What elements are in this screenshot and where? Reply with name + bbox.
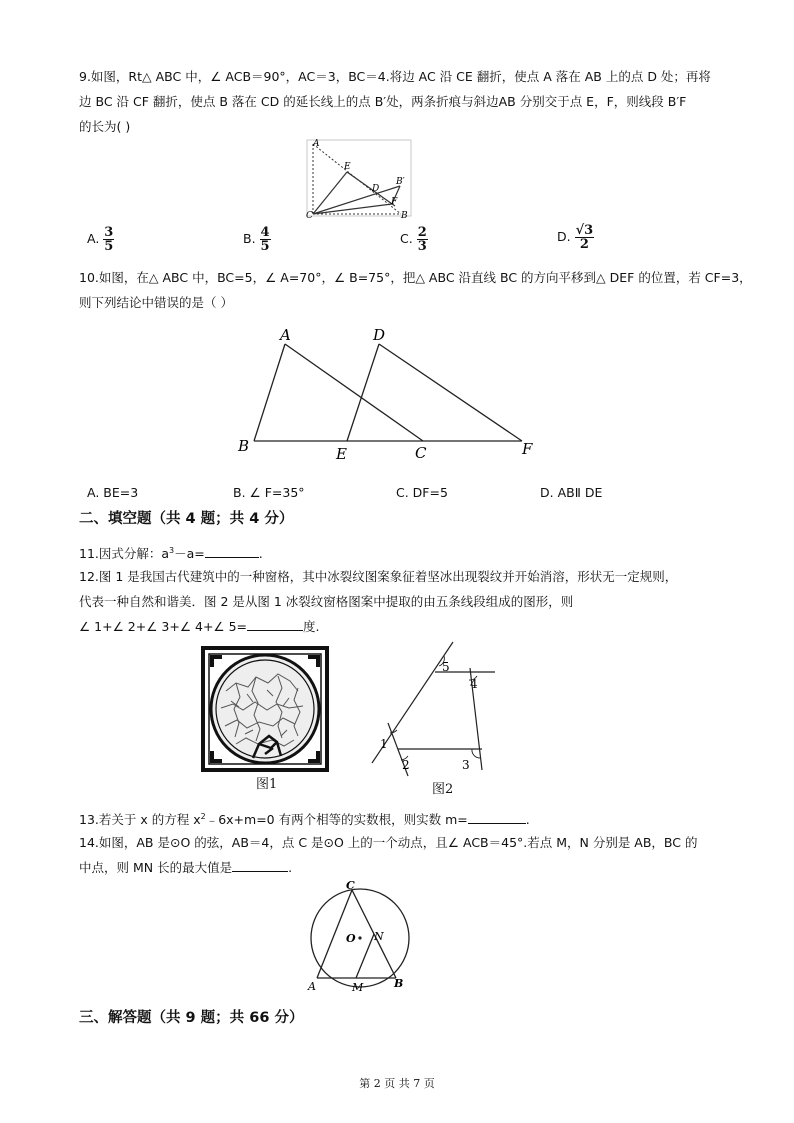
q9-option-b[interactable] xyxy=(243,226,271,253)
q9-line3: 的长为( ) xyxy=(79,119,131,134)
q12-line3 xyxy=(79,614,719,639)
fraction: $\frac{3}{5}$ xyxy=(104,225,114,254)
q13 xyxy=(79,804,719,832)
label-a: A xyxy=(313,139,320,149)
section-solution-heading: 三、解答题（共 9 题；共 66 分） xyxy=(79,1010,304,1026)
q12-fig2-five-segments xyxy=(360,638,500,778)
fig2-caption: 图2 xyxy=(432,782,454,797)
label-n: N xyxy=(374,930,384,943)
page-footer: 第 2 页 共 7 页 xyxy=(359,1077,435,1090)
angle-2-label: 2 xyxy=(402,758,410,772)
q14-circle-figure xyxy=(300,880,420,1000)
label-c: C xyxy=(346,879,355,892)
fraction: $\frac{√3}{2}$ xyxy=(575,223,594,252)
label-e: E xyxy=(344,162,351,172)
q9-option-c[interactable] xyxy=(400,226,428,253)
q10-option-a[interactable]: A. BE=3 xyxy=(87,485,139,500)
answer-blank[interactable] xyxy=(205,544,259,558)
label-b-prime: B′ xyxy=(396,177,405,187)
q10-option-c[interactable]: C. DF=5 xyxy=(396,485,448,500)
label-d: D xyxy=(373,326,386,344)
q14-end: . xyxy=(288,860,293,875)
option-letter: C. xyxy=(400,231,413,246)
q11-suffix: －a= xyxy=(174,546,205,562)
q14-line1: 14.如图，AB 是⊙O 的弦，AB＝4，点 C 是⊙O 上的一个动点，且∠ ACB＝45°.若点 M，N 分别是 AB，BC 的 xyxy=(79,835,698,850)
fraction: $\frac{2}{3}$ xyxy=(417,225,427,254)
q9-option-d[interactable] xyxy=(557,224,594,251)
label-e: E xyxy=(336,445,347,463)
label-m: M xyxy=(352,981,364,994)
label-f: F xyxy=(522,440,533,458)
angle-1-label: 1 xyxy=(380,737,388,751)
q9-line1: 9.如图，Rt△ ABC 中，∠ ACB＝90°，AC＝3，BC＝4.将边 AC 沿 CE 翻折，使点 A 落在 AB 上的点 D 处；再将 xyxy=(79,69,711,84)
q12-expression: ∠ 1+∠ 2+∠ 3+∠ 4+∠ 5= xyxy=(79,619,248,634)
angle-4-label: 4 xyxy=(470,677,478,691)
q12-line1: 12.图 1 是我国古代建筑中的一种窗格，其中冰裂纹图案象征着坚冰出现裂纹并开始消溶，形状无一定规则， xyxy=(79,569,678,584)
label-f: F xyxy=(391,197,398,207)
q9-line2: 边 BC 沿 CF 翻折，使点 B 落在 CD 的延长线上的点 B′处，两条折痕与斜边AB 分别交于点 E，F，则线段 B′F xyxy=(79,94,687,109)
option-letter: B. xyxy=(243,231,256,246)
q11-end: . xyxy=(258,546,263,562)
label-o: O xyxy=(346,932,356,945)
option-letter: A. xyxy=(87,231,100,246)
fig1-caption: 图1 xyxy=(256,777,278,792)
label-c: C xyxy=(306,211,313,221)
exponent: 3 xyxy=(169,546,175,555)
label-b: B xyxy=(401,211,408,221)
section-fill-in-blank-heading: 二、填空题（共 4 题；共 4 分） xyxy=(79,511,294,527)
angle-3-label: 3 xyxy=(462,758,470,772)
q10-line1: 10.如图，在△ ABC 中，BC=5，∠ A=70°，∠ B=75°，把△ ABC 沿直线 BC 的方向平移到△ DEF 的位置，若 CF=3， xyxy=(79,270,752,285)
label-d: D xyxy=(372,184,380,194)
label-c: C xyxy=(415,444,427,462)
q14-text: 中点，则 MN 长的最大值是 xyxy=(79,860,233,875)
q10-option-b[interactable]: B. ∠ F=35° xyxy=(233,485,305,500)
q10-option-d[interactable]: D. ABⅡ DE xyxy=(540,485,603,500)
q10-figure xyxy=(230,322,550,464)
q12-unit: 度. xyxy=(303,619,320,634)
q11 xyxy=(79,538,719,566)
label-b: B xyxy=(238,437,250,455)
answer-blank[interactable] xyxy=(247,617,303,631)
angle-5-label: 5 xyxy=(442,660,450,674)
q10-line2: 则下列结论中错误的是（ ） xyxy=(79,295,233,310)
q13-end: . xyxy=(525,812,530,828)
label-b: B xyxy=(394,977,404,990)
exponent: 2 xyxy=(200,812,206,821)
label-a: A xyxy=(308,980,316,993)
answer-blank[interactable] xyxy=(468,810,526,824)
option-letter: D. xyxy=(557,229,571,244)
q9-option-a[interactable] xyxy=(87,226,114,253)
q13-suffix: ﹣6x+m=0 有两个相等的实数根，则实数 m= xyxy=(205,812,468,828)
answer-blank[interactable] xyxy=(232,858,288,872)
q12-line2: 代表一种自然和谐美．图 2 是从图 1 冰裂纹窗格图案中提取的由五条线段组成的图形，则 xyxy=(79,594,574,609)
q13-prefix: 13.若关于 x 的方程 x xyxy=(79,812,201,828)
q14-line2 xyxy=(79,855,719,880)
q9-figure xyxy=(300,138,415,220)
fraction: $\frac{4}{5}$ xyxy=(260,225,270,254)
label-a: A xyxy=(280,326,291,344)
q11-prefix: 11.因式分解：a xyxy=(79,546,170,562)
q12-fig1-window-lattice xyxy=(201,646,329,772)
